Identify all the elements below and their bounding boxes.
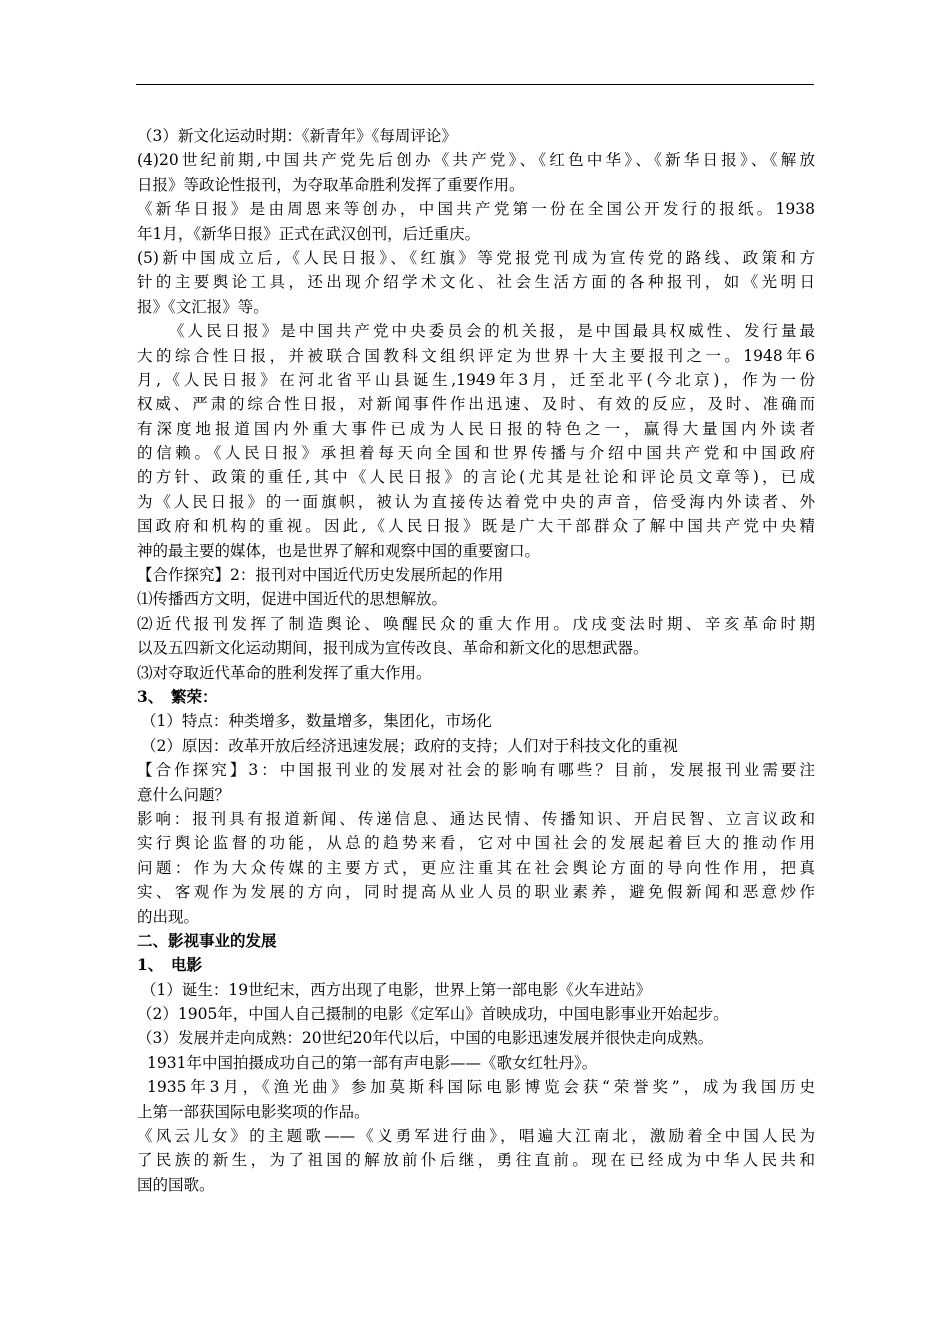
text-line: 针的主要舆论工具，还出现介绍学术文化、社会生活方面的各种报刊，如《光明日 [137,273,815,292]
text-line: 国政府和机构的重视。因此,《人民日报》既是广大干部群众了解中国共产党中央精 [137,517,815,536]
text-line: 【合作探究】3：中国报刊业的发展对社会的影响有哪些？目前，发展报刊业需要注 [137,761,815,780]
text-line: 《新华日报》是由周恩来等创办，中国共产党第一份在全国公开发行的报纸。1938 [137,200,815,219]
text-line: 实行舆论监督的功能，从总的趋势来看，它对中国社会的发展起着巨大的推动作用 [137,834,815,853]
subsection-heading: 1、 电影 [137,955,203,975]
text-line: 报》《文汇报》等。 [137,297,269,316]
text-line: (5)新中国成立后,《人民日报》、《红旗》等党报党刊成为宣传党的路线、政策和方 [137,248,815,267]
text-line: （1）特点：种类增多，数量增多，集团化，市场化 [141,712,492,731]
text-line: ⑴传播西方文明，促进中国近代的思想解放。 [137,590,448,609]
text-line: ⑶对夺取近代革命的胜利发挥了重大作用。 [137,663,432,682]
text-line: （3）发展并走向成熟：20世纪20年代以后，中国的电影迅速发展并很快走向成熟。 [137,1029,714,1048]
text-line: (4)20世纪前期,中国共产党先后创办《共产党》、《红色中华》、《新华日报》、《解放 [137,151,815,170]
text-line: 有深度地报道国内外重大事件已成为人民日报的特色之一，赢得大量国内外读者 [137,419,815,438]
text-line: 《风云儿女》的主题歌——《义勇军进行曲》，唱遍大江南北，激励着全中国人民为 [137,1127,815,1146]
text-line: 大的综合性日报，并被联合国教科文组织评定为世界十大主要报刊之一。1948年6 [137,346,815,365]
text-line: 了民族的新生，为了祖国的解放前仆后继，勇往直前。现在已经成为中华人民共和 [137,1151,815,1170]
text-line: 月,《人民日报》在河北省平山县诞生,1949年3月，迁至北平(今北京)，作为一份 [137,370,815,389]
text-line: 影响：报刊具有报道新闻、传递信息、通达民情、传播知识、开启民智、立言议政和 [137,809,815,828]
text-line: （2）1905年，中国人自己摄制的电影《定军山》首映成功，中国电影事业开始起步。 [137,1005,729,1024]
text-line: 的出现。 [137,907,200,926]
text-line: 神的最主要的媒体，也是世界了解和观察中国的重要窗口。 [137,541,541,560]
text-line: （2）原因：改革开放后经济迅速发展；政府的支持；人们对于科技文化的重视 [141,736,678,755]
text-line: 年1月，《新华日报》正式在武汉创刊，后迁重庆。 [137,224,481,243]
section-heading: 二、影视事业的发展 [137,930,277,950]
text-line: 的方针、政策的重任,其中《人民日报》的言论(尤其是社论和评论员文章等)，已成 [137,468,815,487]
text-line: 1935年3月，《渔光曲》参加莫斯科国际电影博览会获“荣誉奖”，成为我国历史 [147,1078,815,1097]
text-line: 《人民日报》是中国共产党中央委员会的机关报，是中国最具权威性、发行量最 [169,322,815,341]
text-line: 【合作探究】2：报刊对中国近代历史发展所起的作用 [137,566,504,585]
text-line: ⑵近代报刊发挥了制造舆论、唤醒民众的重大作用。戊戌变法时期、辛亥革命时期 [137,614,815,633]
text-line: 国的国歌。 [137,1175,215,1194]
text-line: （3）新文化运动时期：《新青年》《每周评论》 [137,127,457,145]
text-line: 为《人民日报》的一面旗帜，被认为直接传达着党中央的声音，倍受海内外读者、外 [137,492,815,511]
text-line: 意什么问题？ [137,785,231,804]
text-line: 实、客观作为发展的方向，同时提高从业人员的职业素养，避免假新闻和恶意炒作 [137,883,815,902]
text-line: 1931年中国拍摄成功自己的第一部有声电影——《歌女红牡丹》。 [147,1053,598,1072]
text-line: 上第一部获国际电影奖项的作品。 [137,1102,370,1121]
header-rule [136,84,814,85]
text-line: 权威、严肃的综合性日报，对新闻事件作出迅速、及时、有效的反应，及时、准确而 [137,395,815,414]
text-line: 问题：作为大众传媒的主要方式，更应注重其在社会舆论方面的导向性作用，把真 [137,858,815,877]
text-line: 日报》等政论性报刊，为夺取革命胜利发挥了重要作用。 [137,175,525,194]
text-line: （1）诞生：19世纪末，西方出现了电影，世界上第一部电影《火车进站》 [141,980,652,999]
text-line: 以及五四新文化运动期间，报刊成为宣传改良、革命和新文化的思想武器。 [137,639,649,658]
section-heading: 3、 繁荣： [137,686,218,706]
text-line: 的信赖。《人民日报》承担着每天向全国和世界传播与介绍中国共产党和中国政府 [137,444,815,463]
document-body [137,124,815,1197]
